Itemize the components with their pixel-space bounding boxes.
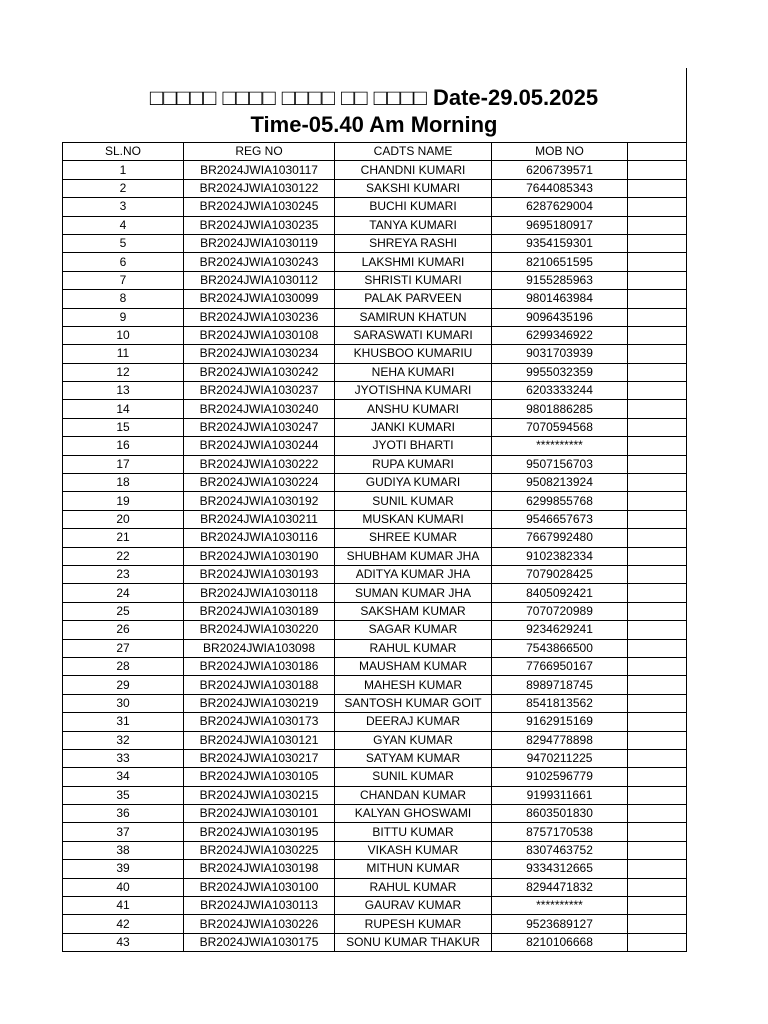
table-row: [63, 290, 687, 308]
cell-blank: [628, 897, 687, 915]
cell-reg-no: BR2024JWIA1030220: [184, 621, 335, 639]
table-row: [63, 584, 687, 602]
cell-cadet-name: JYOTISHNA KUMARI: [335, 382, 492, 400]
cell-sl-no: 9: [63, 308, 184, 326]
cell-sl-no: 5: [63, 234, 184, 252]
table-row: [63, 565, 687, 583]
cell-reg-no: BR2024JWIA1030192: [184, 492, 335, 510]
cell-mob-no: **********: [492, 437, 628, 455]
cell-blank: [628, 529, 687, 547]
cell-reg-no: BR2024JWIA1030100: [184, 878, 335, 896]
document-title: [62, 84, 686, 112]
table-row: [63, 455, 687, 473]
cell-mob-no: 9695180917: [492, 216, 628, 234]
cell-sl-no: 2: [63, 179, 184, 197]
cell-blank: [628, 878, 687, 896]
table-row: [63, 933, 687, 951]
cell-cadet-name: SARASWATI KUMARI: [335, 326, 492, 344]
title-time: Time-05.40 Am Morning: [250, 112, 498, 137]
cell-blank: [628, 198, 687, 216]
table-row: [63, 823, 687, 841]
cell-sl-no: 38: [63, 841, 184, 859]
header-reg-no: REG NO: [184, 143, 335, 161]
cell-reg-no: BR2024JWIA1030189: [184, 602, 335, 620]
cell-mob-no: 8603501830: [492, 805, 628, 823]
cell-reg-no: BR2024JWIA1030116: [184, 529, 335, 547]
cell-sl-no: 43: [63, 933, 184, 951]
cell-mob-no: 6203333244: [492, 382, 628, 400]
cell-blank: [628, 382, 687, 400]
table-row: [63, 602, 687, 620]
cell-sl-no: 22: [63, 547, 184, 565]
table-row: [63, 271, 687, 289]
table-row: [63, 382, 687, 400]
cell-mob-no: 9334312665: [492, 860, 628, 878]
cell-blank: [628, 455, 687, 473]
cell-sl-no: 42: [63, 915, 184, 933]
cell-sl-no: 15: [63, 418, 184, 436]
cell-reg-no: BR2024JWIA1030243: [184, 253, 335, 271]
cell-cadet-name: CHANDAN KUMAR: [335, 786, 492, 804]
cell-reg-no: BR2024JWIA1030226: [184, 915, 335, 933]
table-row: [63, 474, 687, 492]
cell-cadet-name: CHANDNI KUMARI: [335, 161, 492, 179]
table-row: [63, 234, 687, 252]
cell-cadet-name: ADITYA KUMAR JHA: [335, 565, 492, 583]
cell-mob-no: 9955032359: [492, 363, 628, 381]
cell-reg-no: BR2024JWIA1030236: [184, 308, 335, 326]
cell-reg-no: BR2024JWIA1030242: [184, 363, 335, 381]
table-row: [63, 694, 687, 712]
cell-mob-no: 8307463752: [492, 841, 628, 859]
table-row: [63, 749, 687, 767]
cell-sl-no: 17: [63, 455, 184, 473]
table-row: [63, 198, 687, 216]
cell-cadet-name: GUDIYA KUMARI: [335, 474, 492, 492]
cell-reg-no: BR2024JWIA1030186: [184, 657, 335, 675]
header-blank: [628, 143, 687, 161]
table-row: [63, 621, 687, 639]
cell-reg-no: BR2024JWIA1030113: [184, 897, 335, 915]
table-row: [63, 657, 687, 675]
cell-reg-no: BR2024JWIA1030122: [184, 179, 335, 197]
cell-blank: [628, 694, 687, 712]
cell-sl-no: 20: [63, 510, 184, 528]
cell-mob-no: 9546657673: [492, 510, 628, 528]
cell-reg-no: BR2024JWIA1030118: [184, 584, 335, 602]
cell-blank: [628, 933, 687, 951]
cell-cadet-name: MAUSHAM KUMAR: [335, 657, 492, 675]
cell-sl-no: 31: [63, 713, 184, 731]
cell-reg-no: BR2024JWIA1030222: [184, 455, 335, 473]
table-row: [63, 676, 687, 694]
table-row: [63, 878, 687, 896]
cell-mob-no: 9470211225: [492, 749, 628, 767]
cell-reg-no: BR2024JWIA1030219: [184, 694, 335, 712]
cell-sl-no: 10: [63, 326, 184, 344]
cell-mob-no: 6299855768: [492, 492, 628, 510]
cell-cadet-name: ANSHU KUMARI: [335, 400, 492, 418]
cell-blank: [628, 216, 687, 234]
cell-reg-no: BR2024JWIA1030105: [184, 768, 335, 786]
cell-mob-no: 9031703939: [492, 345, 628, 363]
cell-cadet-name: VIKASH KUMAR: [335, 841, 492, 859]
cell-mob-no: 9096435196: [492, 308, 628, 326]
table-row: [63, 805, 687, 823]
cadet-table: [62, 142, 687, 952]
cell-mob-no: 8210651595: [492, 253, 628, 271]
cell-sl-no: 12: [63, 363, 184, 381]
cell-mob-no: 9162915169: [492, 713, 628, 731]
cell-mob-no: 6299346922: [492, 326, 628, 344]
document-subtitle: [62, 111, 686, 139]
cell-blank: [628, 179, 687, 197]
cell-blank: [628, 400, 687, 418]
table-row: [63, 345, 687, 363]
cell-sl-no: 26: [63, 621, 184, 639]
cell-sl-no: 23: [63, 565, 184, 583]
header-sl-no: SL.NO: [63, 143, 184, 161]
cell-cadet-name: LAKSHMI KUMARI: [335, 253, 492, 271]
cell-reg-no: BR2024JWIA1030112: [184, 271, 335, 289]
title-date: Date-29.05.2025: [432, 85, 599, 110]
cell-mob-no: 8757170538: [492, 823, 628, 841]
cell-reg-no: BR2024JWIA1030234: [184, 345, 335, 363]
cell-sl-no: 19: [63, 492, 184, 510]
cell-blank: [628, 786, 687, 804]
cell-blank: [628, 841, 687, 859]
table-row: [63, 161, 687, 179]
cell-cadet-name: TANYA KUMARI: [335, 216, 492, 234]
title-prefix: □□□□□ □□□□ □□□□ □□ □□□□: [149, 85, 427, 110]
cell-blank: [628, 713, 687, 731]
table-row: [63, 841, 687, 859]
cell-reg-no: BR2024JWIA1030173: [184, 713, 335, 731]
cell-mob-no: 7079028425: [492, 565, 628, 583]
cell-blank: [628, 474, 687, 492]
cell-cadet-name: SHREYA RASHI: [335, 234, 492, 252]
cell-cadet-name: SAGAR KUMAR: [335, 621, 492, 639]
cell-blank: [628, 823, 687, 841]
cell-sl-no: 25: [63, 602, 184, 620]
table-body: [63, 161, 687, 952]
cell-mob-no: 8294471832: [492, 878, 628, 896]
cell-cadet-name: JANKI KUMARI: [335, 418, 492, 436]
table-row: [63, 492, 687, 510]
cell-cadet-name: SAKSHI KUMARI: [335, 179, 492, 197]
cell-blank: [628, 731, 687, 749]
cell-sl-no: 30: [63, 694, 184, 712]
cell-sl-no: 34: [63, 768, 184, 786]
cell-reg-no: BR2024JWIA103098: [184, 639, 335, 657]
cell-mob-no: 7644085343: [492, 179, 628, 197]
cell-cadet-name: MUSKAN KUMARI: [335, 510, 492, 528]
cell-mob-no: 7766950167: [492, 657, 628, 675]
cell-cadet-name: NEHA KUMARI: [335, 363, 492, 381]
cell-sl-no: 21: [63, 529, 184, 547]
cell-blank: [628, 161, 687, 179]
cell-sl-no: 41: [63, 897, 184, 915]
cell-reg-no: BR2024JWIA1030119: [184, 234, 335, 252]
cell-reg-no: BR2024JWIA1030101: [184, 805, 335, 823]
cell-mob-no: 8541813562: [492, 694, 628, 712]
cell-blank: [628, 418, 687, 436]
cell-reg-no: BR2024JWIA1030240: [184, 400, 335, 418]
cell-mob-no: 7667992480: [492, 529, 628, 547]
cell-sl-no: 7: [63, 271, 184, 289]
cell-reg-no: BR2024JWIA1030121: [184, 731, 335, 749]
cell-reg-no: BR2024JWIA1030188: [184, 676, 335, 694]
cell-cadet-name: MITHUN KUMAR: [335, 860, 492, 878]
cell-mob-no: 9523689127: [492, 915, 628, 933]
cell-sl-no: 16: [63, 437, 184, 455]
cell-mob-no: 9801886285: [492, 400, 628, 418]
cell-cadet-name: KHUSBOO KUMARIU: [335, 345, 492, 363]
cell-blank: [628, 510, 687, 528]
cell-blank: [628, 602, 687, 620]
table-row: [63, 510, 687, 528]
cell-mob-no: 9354159301: [492, 234, 628, 252]
cell-sl-no: 32: [63, 731, 184, 749]
cell-sl-no: 37: [63, 823, 184, 841]
cell-cadet-name: SHRISTI KUMARI: [335, 271, 492, 289]
cell-reg-no: BR2024JWIA1030099: [184, 290, 335, 308]
cell-sl-no: 1: [63, 161, 184, 179]
cell-reg-no: BR2024JWIA1030175: [184, 933, 335, 951]
table-row: [63, 731, 687, 749]
cell-reg-no: BR2024JWIA1030247: [184, 418, 335, 436]
table-row: [63, 363, 687, 381]
cell-reg-no: BR2024JWIA1030217: [184, 749, 335, 767]
cell-blank: [628, 565, 687, 583]
cell-mob-no: **********: [492, 897, 628, 915]
cell-blank: [628, 234, 687, 252]
cell-blank: [628, 290, 687, 308]
cell-mob-no: 8989718745: [492, 676, 628, 694]
cell-reg-no: BR2024JWIA1030193: [184, 565, 335, 583]
cell-sl-no: 33: [63, 749, 184, 767]
cell-reg-no: BR2024JWIA1030225: [184, 841, 335, 859]
cell-blank: [628, 805, 687, 823]
cell-cadet-name: GAURAV KUMAR: [335, 897, 492, 915]
cell-blank: [628, 326, 687, 344]
cell-sl-no: 14: [63, 400, 184, 418]
cell-mob-no: 9801463984: [492, 290, 628, 308]
cell-cadet-name: KALYAN GHOSWAMI: [335, 805, 492, 823]
table-row: [63, 179, 687, 197]
cell-sl-no: 27: [63, 639, 184, 657]
cell-reg-no: BR2024JWIA1030215: [184, 786, 335, 804]
cell-cadet-name: GYAN KUMAR: [335, 731, 492, 749]
cell-blank: [628, 676, 687, 694]
table-row: [63, 253, 687, 271]
table-row: [63, 400, 687, 418]
cell-reg-no: BR2024JWIA1030237: [184, 382, 335, 400]
cell-cadet-name: RUPA KUMARI: [335, 455, 492, 473]
table-row: [63, 639, 687, 657]
cell-sl-no: 18: [63, 474, 184, 492]
table-row: [63, 713, 687, 731]
cell-reg-no: BR2024JWIA1030195: [184, 823, 335, 841]
cell-cadet-name: SUMAN KUMAR JHA: [335, 584, 492, 602]
cell-blank: [628, 860, 687, 878]
cell-mob-no: 6206739571: [492, 161, 628, 179]
cell-reg-no: BR2024JWIA1030190: [184, 547, 335, 565]
cell-reg-no: BR2024JWIA1030108: [184, 326, 335, 344]
cell-blank: [628, 547, 687, 565]
cell-mob-no: 9199311661: [492, 786, 628, 804]
cell-blank: [628, 915, 687, 933]
cell-sl-no: 6: [63, 253, 184, 271]
table-row: [63, 326, 687, 344]
cell-reg-no: BR2024JWIA1030235: [184, 216, 335, 234]
cell-mob-no: 8294778898: [492, 731, 628, 749]
cell-mob-no: 8210106668: [492, 933, 628, 951]
cell-mob-no: 6287629004: [492, 198, 628, 216]
cell-reg-no: BR2024JWIA1030244: [184, 437, 335, 455]
cell-blank: [628, 768, 687, 786]
cell-reg-no: BR2024JWIA1030117: [184, 161, 335, 179]
cell-cadet-name: SANTOSH KUMAR GOIT: [335, 694, 492, 712]
table-row: [63, 216, 687, 234]
cell-cadet-name: SHUBHAM KUMAR JHA: [335, 547, 492, 565]
cell-mob-no: 7543866500: [492, 639, 628, 657]
cell-mob-no: 9102382334: [492, 547, 628, 565]
cell-sl-no: 24: [63, 584, 184, 602]
cell-blank: [628, 345, 687, 363]
cell-cadet-name: JYOTI BHARTI: [335, 437, 492, 455]
cell-blank: [628, 639, 687, 657]
cell-mob-no: 7070594568: [492, 418, 628, 436]
cell-cadet-name: MAHESH KUMAR: [335, 676, 492, 694]
cell-blank: [628, 584, 687, 602]
cell-cadet-name: RAHUL KUMAR: [335, 639, 492, 657]
cell-cadet-name: RAHUL KUMAR: [335, 878, 492, 896]
cell-mob-no: 9507156703: [492, 455, 628, 473]
cell-cadet-name: SUNIL KUMAR: [335, 492, 492, 510]
table-row: [63, 897, 687, 915]
cell-mob-no: 9102596779: [492, 768, 628, 786]
cell-cadet-name: SAMIRUN KHATUN: [335, 308, 492, 326]
cell-cadet-name: SHREE KUMAR: [335, 529, 492, 547]
cell-mob-no: 8405092421: [492, 584, 628, 602]
cell-cadet-name: BITTU KUMAR: [335, 823, 492, 841]
table-row: [63, 308, 687, 326]
cell-sl-no: 4: [63, 216, 184, 234]
sheet-right-border: [686, 68, 687, 142]
table-row: [63, 418, 687, 436]
cell-blank: [628, 308, 687, 326]
cell-sl-no: 3: [63, 198, 184, 216]
cell-sl-no: 36: [63, 805, 184, 823]
cell-reg-no: BR2024JWIA1030211: [184, 510, 335, 528]
cell-sl-no: 13: [63, 382, 184, 400]
table-row: [63, 768, 687, 786]
cell-blank: [628, 363, 687, 381]
cell-mob-no: 9508213924: [492, 474, 628, 492]
table-row: [63, 915, 687, 933]
cell-sl-no: 40: [63, 878, 184, 896]
cell-cadet-name: SUNIL KUMAR: [335, 768, 492, 786]
cell-blank: [628, 657, 687, 675]
cell-cadet-name: RUPESH KUMAR: [335, 915, 492, 933]
table-row: [63, 547, 687, 565]
cell-blank: [628, 621, 687, 639]
cell-sl-no: 11: [63, 345, 184, 363]
cell-sl-no: 28: [63, 657, 184, 675]
cell-blank: [628, 437, 687, 455]
header-cadet-name: CADTS NAME: [335, 143, 492, 161]
cell-cadet-name: PALAK PARVEEN: [335, 290, 492, 308]
cell-sl-no: 8: [63, 290, 184, 308]
cell-sl-no: 39: [63, 860, 184, 878]
cell-mob-no: 9155285963: [492, 271, 628, 289]
cell-reg-no: BR2024JWIA1030198: [184, 860, 335, 878]
cell-cadet-name: DEERAJ KUMAR: [335, 713, 492, 731]
cell-cadet-name: SAKSHAM KUMAR: [335, 602, 492, 620]
cell-sl-no: 29: [63, 676, 184, 694]
cell-mob-no: 7070720989: [492, 602, 628, 620]
cell-blank: [628, 253, 687, 271]
cell-blank: [628, 749, 687, 767]
table-row: [63, 529, 687, 547]
cell-reg-no: BR2024JWIA1030245: [184, 198, 335, 216]
cell-blank: [628, 271, 687, 289]
cell-blank: [628, 492, 687, 510]
table-row: [63, 860, 687, 878]
cell-sl-no: 35: [63, 786, 184, 804]
cell-cadet-name: SATYAM KUMAR: [335, 749, 492, 767]
cell-cadet-name: BUCHI KUMARI: [335, 198, 492, 216]
header-mob-no: MOB NO: [492, 143, 628, 161]
table-row: [63, 786, 687, 804]
cell-reg-no: BR2024JWIA1030224: [184, 474, 335, 492]
cell-cadet-name: SONU KUMAR THAKUR: [335, 933, 492, 951]
table-header-row: [63, 143, 687, 161]
cell-mob-no: 9234629241: [492, 621, 628, 639]
table-row: [63, 437, 687, 455]
